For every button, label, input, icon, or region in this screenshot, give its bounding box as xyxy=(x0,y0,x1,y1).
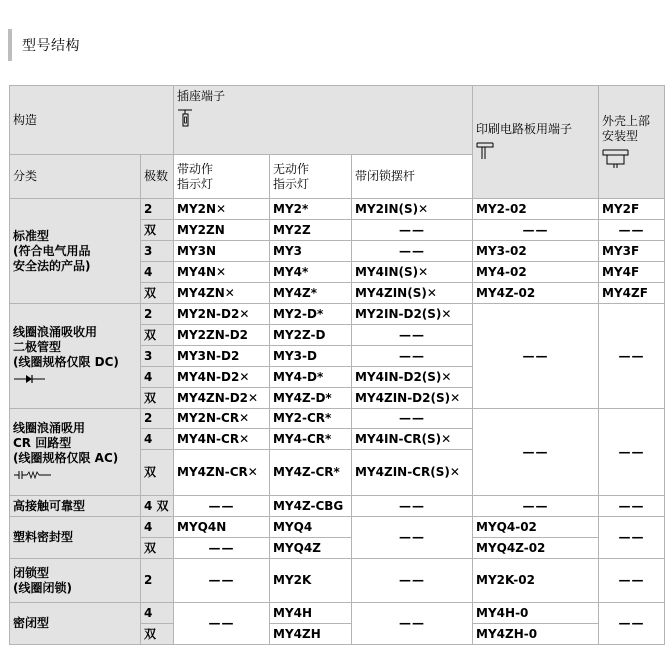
poles-cell: 4 双 xyxy=(141,496,174,517)
pcb-cell: —— xyxy=(473,409,599,496)
top-bracket-cell: MY3F xyxy=(599,241,665,262)
table-row xyxy=(10,304,665,325)
socket-terminal-icon xyxy=(177,108,195,128)
lock-lever-cell: MY2IN-D2(S)✕ xyxy=(352,304,473,325)
group-sealed: 密闭型 xyxy=(10,603,141,645)
with-indicator-cell: MY4ZN-CR✕ xyxy=(174,450,270,496)
no-indicator-cell: MYQ4 xyxy=(270,517,352,538)
header-with-indicator: 带动作 指示灯 xyxy=(174,155,270,199)
top-bracket-cell: —— xyxy=(599,559,665,603)
cr-circuit-icon xyxy=(13,470,53,480)
no-indicator-cell: MY4Z-CBG xyxy=(270,496,352,517)
with-indicator-cell: —— xyxy=(174,559,270,603)
lock-lever-cell: MY4ZIN(S)✕ xyxy=(352,283,473,304)
no-indicator-cell: MY4H xyxy=(270,603,352,624)
top-bracket-cell: —— xyxy=(599,409,665,496)
group-high-contact: 高接触可靠型 xyxy=(10,496,141,517)
lock-lever-cell: MY4IN-CR(S)✕ xyxy=(352,429,473,450)
no-indicator-cell: MY2Z-D xyxy=(270,325,352,346)
model-structure-table xyxy=(9,85,665,645)
pcb-cell: MYQ4Z-02 xyxy=(473,538,599,559)
group-cr-label: 线圈浪涌吸用 CR 回路型 (线圈规格仅限 AC) xyxy=(13,420,119,465)
no-indicator-cell: MY2K xyxy=(270,559,352,603)
lock-lever-cell: MY4ZIN-D2(S)✕ xyxy=(352,388,473,409)
no-indicator-cell: MY4-D* xyxy=(270,367,352,388)
top-bracket-cell: —— xyxy=(599,496,665,517)
poles-cell: 4 xyxy=(141,262,174,283)
no-indicator-cell: MY3 xyxy=(270,241,352,262)
no-indicator-cell: MY2-D* xyxy=(270,304,352,325)
header-top-bracket xyxy=(599,86,665,199)
poles-cell: 4 xyxy=(141,367,174,388)
no-indicator-cell: MY3-D xyxy=(270,346,352,367)
pcb-cell: —— xyxy=(473,496,599,517)
lock-lever-cell: —— xyxy=(352,517,473,559)
poles-cell: 2 xyxy=(141,409,174,429)
with-indicator-cell: MY4ZN-D2✕ xyxy=(174,388,270,409)
header-category: 分类 xyxy=(10,155,141,199)
no-indicator-cell: MY4Z-D* xyxy=(270,388,352,409)
lock-lever-cell: MY4IN-D2(S)✕ xyxy=(352,367,473,388)
lock-lever-cell: MY4IN(S)✕ xyxy=(352,262,473,283)
group-diode xyxy=(10,304,141,409)
with-indicator-cell: —— xyxy=(174,603,270,645)
table-row xyxy=(10,199,665,220)
lock-lever-cell: —— xyxy=(352,346,473,367)
section-title xyxy=(8,29,88,61)
header-row-1 xyxy=(10,86,665,155)
poles-cell: 3 xyxy=(141,346,174,367)
poles-cell: 双 xyxy=(141,538,174,559)
top-bracket-cell: MY4ZF xyxy=(599,283,665,304)
top-bracket-cell: —— xyxy=(599,304,665,409)
poles-cell: 4 xyxy=(141,517,174,538)
group-diode-label: 线圈浪涌吸收用 二极管型 (线圈规格仅限 DC) xyxy=(13,324,119,369)
poles-cell: 双 xyxy=(141,624,174,645)
no-indicator-cell: MY4Z-CR* xyxy=(270,450,352,496)
no-indicator-cell: MY2-CR* xyxy=(270,409,352,429)
no-indicator-cell: MY4ZH xyxy=(270,624,352,645)
group-standard: 标准型 (符合电气用品 安全法的产品) xyxy=(10,199,141,304)
diode-icon xyxy=(13,374,47,384)
lock-lever-cell: MY4ZIN-CR(S)✕ xyxy=(352,450,473,496)
group-latching: 闭锁型 (线圈闭锁) xyxy=(10,559,141,603)
top-bracket-cell: —— xyxy=(599,603,665,645)
lock-lever-cell: MY2IN(S)✕ xyxy=(352,199,473,220)
lock-lever-cell: —— xyxy=(352,220,473,241)
no-indicator-cell: MY4* xyxy=(270,262,352,283)
pcb-cell: MY4Z-02 xyxy=(473,283,599,304)
poles-cell: 2 xyxy=(141,304,174,325)
poles-cell: 4 xyxy=(141,603,174,624)
with-indicator-cell: MY3N xyxy=(174,241,270,262)
header-lock-lever: 带闭锁摆杆 xyxy=(352,155,473,199)
header-no-indicator: 无动作 指示灯 xyxy=(270,155,352,199)
poles-cell: 双 xyxy=(141,325,174,346)
header-socket-terminal-label: 插座端子 xyxy=(177,89,226,103)
with-indicator-cell: MY4N✕ xyxy=(174,262,270,283)
poles-cell: 4 xyxy=(141,429,174,450)
group-cr xyxy=(10,409,141,496)
pcb-cell: MY2K-02 xyxy=(473,559,599,603)
pcb-cell: MY4H-0 xyxy=(473,603,599,624)
header-top-bracket-label: 外壳上部 安装型 xyxy=(602,114,651,143)
with-indicator-cell: MY2N-D2✕ xyxy=(174,304,270,325)
top-bracket-cell: MY4F xyxy=(599,262,665,283)
with-indicator-cell: MY2N✕ xyxy=(174,199,270,220)
top-bracket-icon xyxy=(602,148,632,170)
poles-cell: 3 xyxy=(141,241,174,262)
pcb-cell: MYQ4-02 xyxy=(473,517,599,538)
no-indicator-cell: MY2* xyxy=(270,199,352,220)
section-title-text: 型号结构 xyxy=(22,38,80,54)
pcb-cell: —— xyxy=(473,304,599,409)
pcb-terminal-icon xyxy=(476,141,496,163)
table-row xyxy=(10,409,665,429)
top-bracket-cell: —— xyxy=(599,517,665,559)
table-row xyxy=(10,496,665,517)
header-pcb-terminal xyxy=(473,86,599,199)
with-indicator-cell: MY4ZN✕ xyxy=(174,283,270,304)
pcb-cell: MY4-02 xyxy=(473,262,599,283)
poles-cell: 双 xyxy=(141,283,174,304)
header-poles: 极数 xyxy=(141,155,174,199)
with-indicator-cell: MYQ4N xyxy=(174,517,270,538)
header-structure: 构造 xyxy=(10,86,174,155)
poles-cell: 双 xyxy=(141,220,174,241)
lock-lever-cell: —— xyxy=(352,603,473,645)
lock-lever-cell: —— xyxy=(352,496,473,517)
table-row xyxy=(10,603,665,624)
with-indicator-cell: MY2ZN xyxy=(174,220,270,241)
table-row xyxy=(10,559,665,603)
with-indicator-cell: MY4N-CR✕ xyxy=(174,429,270,450)
no-indicator-cell: MY4Z* xyxy=(270,283,352,304)
with-indicator-cell: —— xyxy=(174,538,270,559)
no-indicator-cell: MY4-CR* xyxy=(270,429,352,450)
group-plastic: 塑料密封型 xyxy=(10,517,141,559)
no-indicator-cell: MYQ4Z xyxy=(270,538,352,559)
lock-lever-cell: —— xyxy=(352,409,473,429)
lock-lever-cell: —— xyxy=(352,325,473,346)
lock-lever-cell: —— xyxy=(352,241,473,262)
header-socket-terminal xyxy=(174,86,473,155)
lock-lever-cell: —— xyxy=(352,559,473,603)
with-indicator-cell: MY4N-D2✕ xyxy=(174,367,270,388)
pcb-cell: MY3-02 xyxy=(473,241,599,262)
with-indicator-cell: —— xyxy=(174,496,270,517)
with-indicator-cell: MY2N-CR✕ xyxy=(174,409,270,429)
pcb-cell: MY2-02 xyxy=(473,199,599,220)
poles-cell: 双 xyxy=(141,450,174,496)
header-pcb-terminal-label: 印刷电路板用端子 xyxy=(476,121,573,136)
poles-cell: 2 xyxy=(141,199,174,220)
table-row xyxy=(10,517,665,538)
with-indicator-cell: MY2ZN-D2 xyxy=(174,325,270,346)
poles-cell: 2 xyxy=(141,559,174,603)
no-indicator-cell: MY2Z xyxy=(270,220,352,241)
with-indicator-cell: MY3N-D2 xyxy=(174,346,270,367)
pcb-cell: —— xyxy=(473,220,599,241)
top-bracket-cell: —— xyxy=(599,220,665,241)
poles-cell: 双 xyxy=(141,388,174,409)
pcb-cell: MY4ZH-0 xyxy=(473,624,599,645)
top-bracket-cell: MY2F xyxy=(599,199,665,220)
